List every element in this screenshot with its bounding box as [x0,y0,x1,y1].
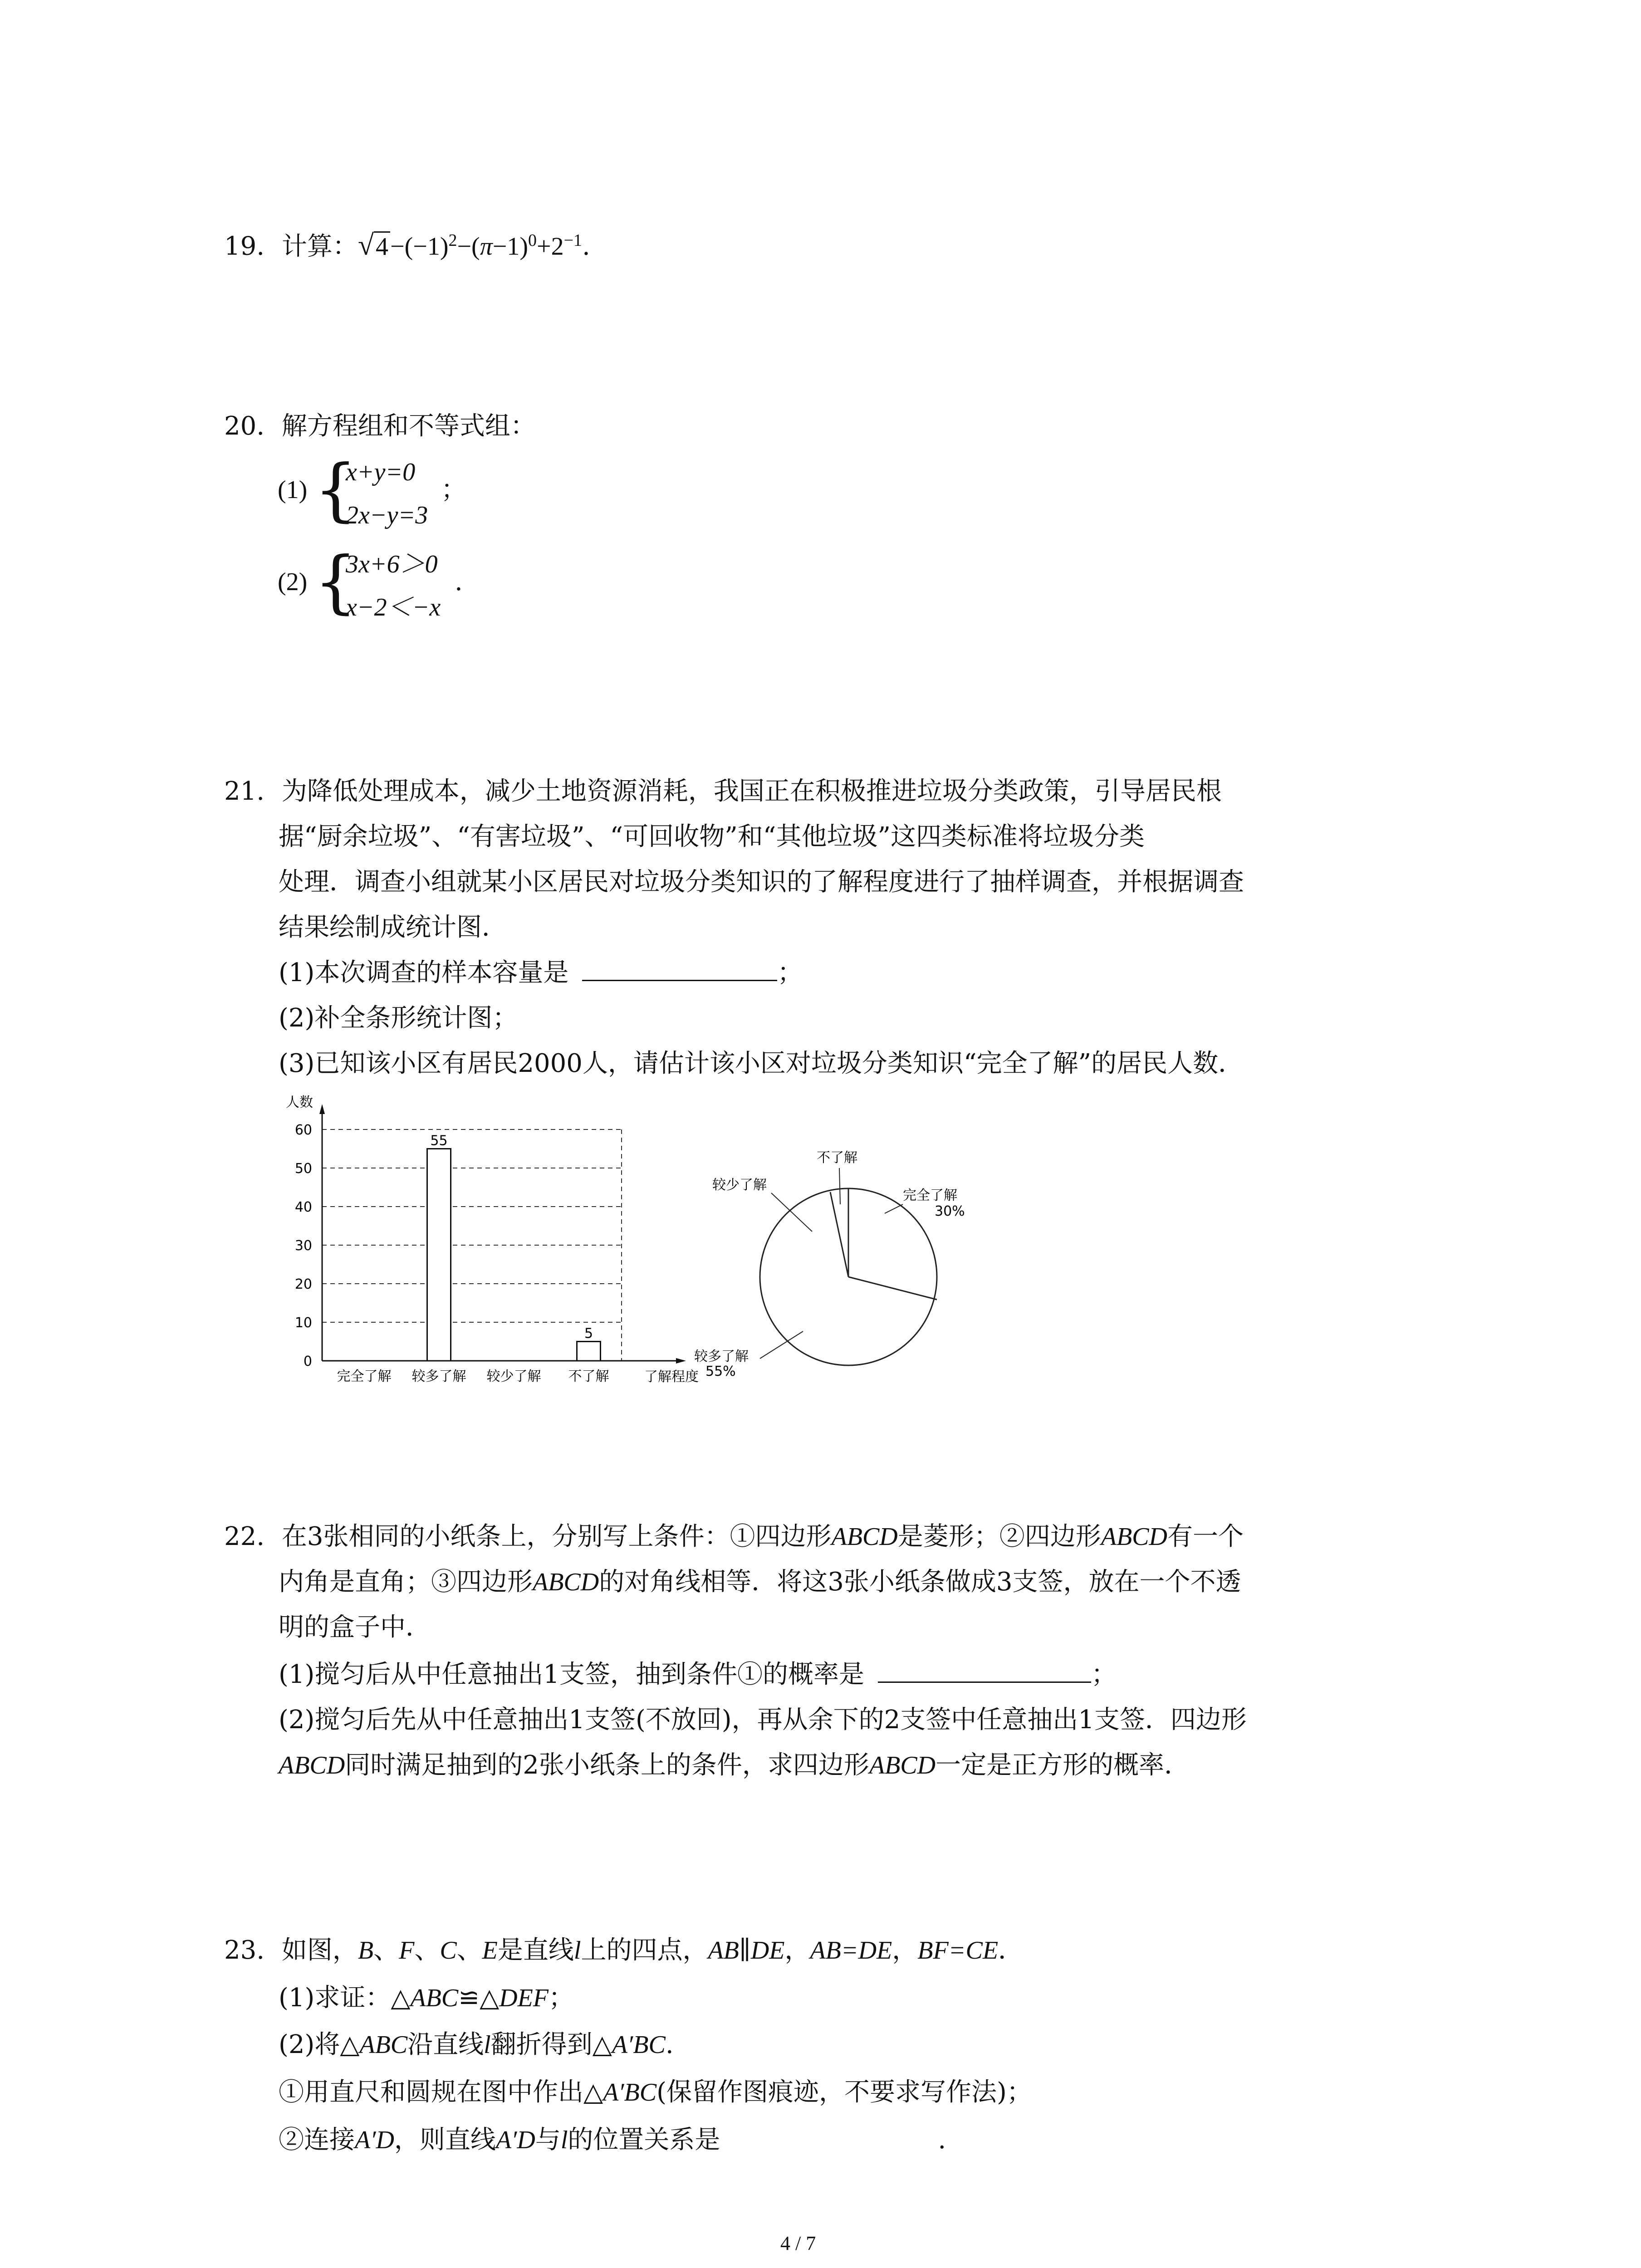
q22-text: 内角是直角；③四边形 [279,1567,533,1597]
q21-sub-1 [279,955,803,991]
quad-name: ABCD [533,1568,599,1596]
x-category-label: 较少了解 [486,1369,541,1384]
y-tick-label: 60 [294,1122,312,1138]
pie-value-more: 55% [705,1364,736,1379]
pie-divider [848,1277,937,1300]
x-category-label: 较多了解 [411,1369,466,1384]
line-l: l [484,2031,491,2059]
sep: ， [892,1936,918,1965]
q20-title [224,408,536,445]
q19-term-b: −(−1) [390,232,449,261]
quad-name: ABCD [831,1523,898,1551]
q22-sub-2: (2)搅匀后先从中任意抽出1支签(不放回)，再从余下的2支签中任意抽出1支签．四边形 [279,1705,1247,1735]
point-c: C [440,1936,457,1965]
point-b: B [358,1936,374,1965]
q23-text: . [665,2030,674,2059]
y-axis-arrow [319,1104,325,1114]
q22-text: 的对角线相等．将这3张小纸条做成3支签，放在一个不透 [599,1567,1241,1597]
pie-chart [681,1143,1043,1397]
y-tick-label: 10 [294,1315,312,1331]
page-number: 4 / 7 [780,2232,816,2254]
tri-abc: ABC [410,1984,459,2012]
q20-p2-ineq2: x−2＜−x [346,593,441,621]
q23-text: 翻折得到△ [490,2030,612,2059]
sep: 、 [414,1936,440,1965]
q22-text: 一定是正方形的概率． [936,1750,1190,1780]
answer-blank[interactable] [878,1659,1091,1683]
bar-data-label: 55 [430,1133,448,1149]
q22-sub-3 [279,1747,1190,1784]
q21-text-2: 据“厨余垃圾”、“有害垃圾”、“可回收物”和“其他垃圾”这四类标准将垃圾分类 [279,822,1145,851]
q21-sub1-text: (1)本次调查的样本容量是 [279,958,569,987]
q22-line-3: 明的盒子中． [279,1613,431,1642]
pie-label-none: 不了解 [817,1150,857,1166]
tri-apbc: A′BC [612,2031,666,2059]
q22-sub1-end: ； [1091,1660,1117,1689]
q20-number: 20. [224,411,265,441]
parallel-sign: ∥ [739,1936,751,1965]
brace: { [314,543,358,621]
q22-number: 22. [224,1522,265,1551]
q21-line-1 [224,773,1222,810]
quad-name: ABCD [279,1751,345,1779]
pie-label-less: 较少了解 [712,1177,767,1193]
q19-number: 19. [224,231,265,261]
q21-sub1-end: ； [777,958,803,987]
bar-data-label: 5 [584,1325,593,1342]
seg-apd: A′D [495,2126,535,2154]
q23-text: 沿直线 [407,2030,484,2059]
tri-abc: ABC [359,2031,408,2059]
seg-apd: A′D [355,2126,394,2154]
y-tick-label: 50 [294,1161,312,1177]
q23-sub-1 [279,1980,574,2016]
q23-text: 如图， [281,1936,358,1965]
q22-sub1-text: (1)搅匀后从中任意抽出1支签，抽到条件①的概率是 [279,1660,864,1689]
q23-sub-2 [279,2027,674,2063]
point-f: F [399,1936,415,1965]
q19-exp-0: 0 [528,231,537,250]
q23-text: (保留作图痕迹，不要求写作法)； [656,2077,1032,2107]
q22-line-1 [224,1519,1244,1555]
brace: { [314,450,358,529]
q21-number: 21. [224,777,265,806]
answer-blank[interactable] [582,957,777,981]
q20-p2-end: . [455,567,463,596]
q20-p1-eq1: x+y=0 [346,458,416,486]
q22-line-2 [279,1564,1241,1600]
q23-number: 23. [224,1936,265,1965]
pie-value-full: 30% [935,1203,965,1219]
y-axis-label: 人数 [286,1095,313,1110]
x-category-label: 不了解 [568,1369,609,1384]
eq-ab-de: AB=DE [810,1936,892,1965]
q23-text: 与 [535,2125,561,2155]
line-l: l [560,2126,568,2154]
x-axis-label: 了解程度 [644,1369,699,1385]
q23-sub-3 [279,2074,1032,2111]
q22-text: 同时满足抽到的2张小纸条上的条件，求四边形 [345,1750,869,1780]
tri-def: DEF [499,1984,549,2012]
q22-sub-1 [279,1657,1117,1693]
bar [577,1342,601,1361]
q20-p2-label: (2) [278,568,308,596]
sqrt-sign: √ [358,229,374,261]
q23-text: ①用直尺和圆规在图中作出△ [279,2077,603,2107]
y-tick-label: 40 [294,1199,312,1215]
q23-text: ②连接 [279,2125,355,2155]
bar [427,1149,451,1361]
q23-text: 是直线 [497,1936,574,1965]
q23-text: . [938,2125,946,2155]
leader-line [885,1204,903,1213]
q19 [224,222,590,265]
y-tick-label: 30 [294,1238,312,1254]
q23-text: ； [549,1983,574,2013]
q21-text-1: 为降低处理成本，减少土地资源消耗，我国正在积极推进垃圾分类政策，引导居民根 [281,777,1222,806]
sep: ， [784,1936,810,1965]
x-category-label: 完全了解 [337,1369,392,1384]
q23-text: (2)将△ [279,2030,360,2059]
pie-label-full: 完全了解 [903,1188,957,1203]
q21-sub-2: (2)补全条形统计图； [279,1003,518,1033]
q23-text: (1)求证：△ [279,1983,411,2013]
q19-exp-2: 2 [448,231,457,250]
y-tick-label: 0 [303,1354,312,1369]
point-e: E [482,1936,498,1965]
q20-p2-ineq1: 3x+6＞0 [346,550,438,578]
q20-p1-eq2: 2x−y=3 [346,501,428,529]
q20-p1-end: ； [441,475,466,504]
q19-term-d: −1) [492,232,528,261]
q23-sub-4 [279,2122,946,2158]
q21-text-4: 结果绘制成统计图． [279,913,507,942]
quad-name: ABCD [1101,1523,1167,1551]
sep: ． [998,1936,1024,1965]
q20-title-text: 解方程组和不等式组： [281,411,536,441]
q19-prefix: 计算： [281,231,358,261]
line-l: l [573,1936,581,1965]
bar-chart [272,1093,726,1393]
pie-divider [830,1192,848,1277]
leader-line [839,1168,840,1204]
q23-text: ，则直线 [394,2125,496,2155]
eq-bf-ce: BF=CE [917,1936,999,1965]
q19-term-e: +2 [537,232,564,261]
q23-line-1 [224,1932,1024,1969]
cong-sign: ≌△ [458,1983,500,2013]
q19-pi: π [480,232,493,261]
q22-text: 是菱形；②四边形 [897,1522,1101,1551]
seg-de: DE [750,1936,785,1965]
q20-p1-label: (1) [278,476,308,504]
sqrt-radicand: 4 [374,231,390,261]
y-tick-label: 20 [294,1276,312,1292]
quad-name: ABCD [869,1751,936,1779]
q23-text: 上的四点， [581,1936,708,1965]
sep: 、 [456,1936,482,1965]
q22-text: 有一个 [1167,1522,1244,1551]
q19-term-c: −( [457,232,480,261]
tri-apbc: A′BC [603,2078,657,2107]
q23-text: 的位置关系是 [568,2125,720,2155]
q21-text-3: 处理．调查小组就某小区居民对垃圾分类知识的了解程度进行了抽样调查，并根据调查 [279,867,1244,897]
pie-label-more: 较多了解 [694,1349,749,1364]
q21-sub-3: (3)已知该小区有居民2000人，请估计该小区对垃圾分类知识“完全了解”的居民人数． [279,1049,1244,1078]
q19-suffix: . [582,231,590,261]
seg-ab: AB [708,1936,739,1965]
q19-exp-m1: −1 [563,231,583,250]
q22-text: 在3张相同的小纸条上，分别写上条件：①四边形 [281,1522,832,1551]
sep: 、 [373,1936,399,1965]
